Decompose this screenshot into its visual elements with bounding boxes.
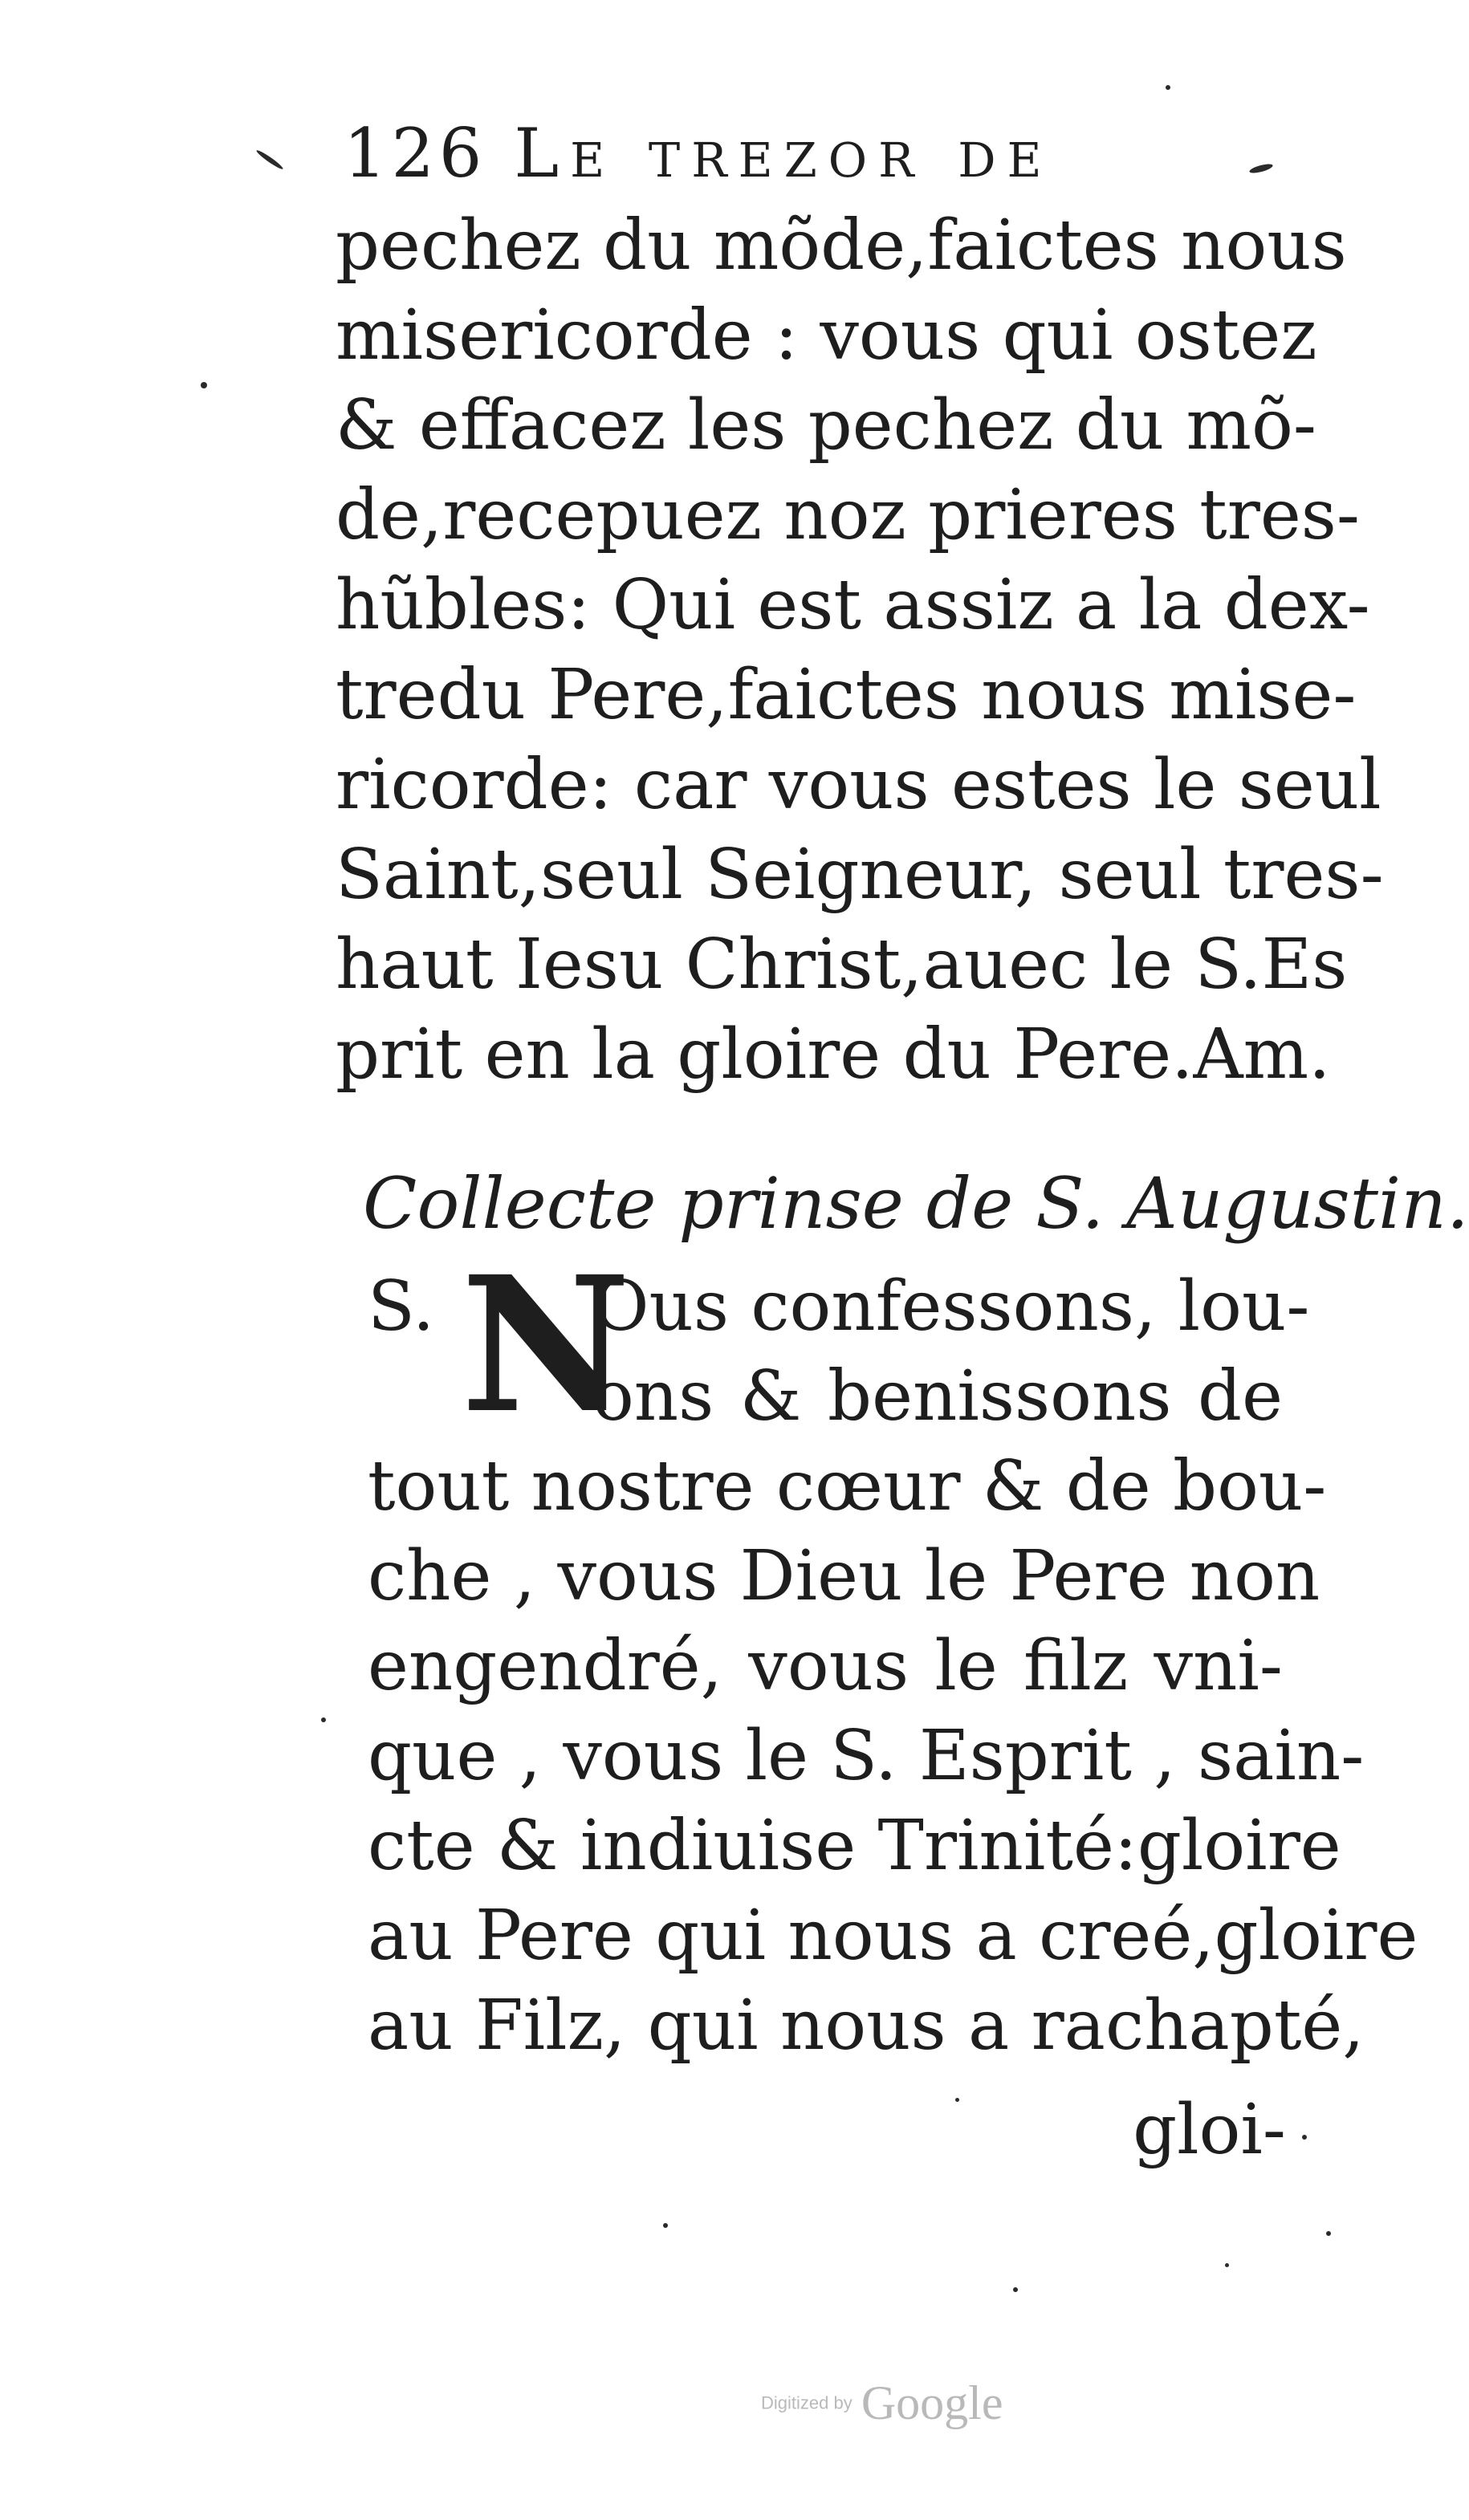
text-line: engendré, vous le filz vni- (368, 1626, 1283, 1706)
text-line: au Pere qui nous a creé,gloire (368, 1896, 1418, 1976)
text-line: au Filz, qui nous a rachapté, (368, 1986, 1365, 2066)
text-line: pechez du mõde,faictes nous (336, 205, 1347, 286)
text-line: cte & indiuise Trinité:gloire (368, 1806, 1341, 1886)
running-title: Le trezor de (514, 114, 1053, 193)
scan-speck (321, 1717, 326, 1722)
text-line: Saint,seul Seigneur, seul tres- (336, 835, 1384, 915)
body-text (336, 201, 1384, 1099)
scan-speck (1013, 2287, 1018, 2292)
text-line: che , vous Dieu le Pere non (368, 1536, 1320, 1616)
scan-speck (1166, 85, 1170, 90)
text-line: que , vous le S. Esprit , sain- (368, 1716, 1365, 1796)
text-line: & effacez les pechez du mõ- (336, 385, 1316, 465)
scan-speck (955, 2098, 959, 2102)
text-line: tredu Pere,faictes nous mise- (336, 655, 1357, 735)
text-line: misericorde : vous qui ostez (336, 295, 1317, 376)
page-number: 126 (344, 114, 487, 193)
watermark-prefix: Digitized by (761, 2392, 853, 2413)
text-line: Ous confessons, lou- (592, 1266, 1310, 1347)
drop-cap: N (461, 1235, 632, 1454)
text-line: de,recepuez noz prieres tres- (336, 475, 1360, 555)
watermark-logo: Google (861, 2376, 1003, 2429)
scan-speck (1326, 2231, 1331, 2236)
text-line: ricorde: car vous estes le seul (336, 745, 1382, 825)
scan-speck (1302, 2135, 1307, 2140)
scan-speck (201, 382, 207, 388)
catchword: gloi- (1133, 2090, 1286, 2170)
marginal-note: S. (368, 1266, 435, 1347)
text-line: hũbles: Qui est assiz a la dex- (336, 565, 1370, 645)
text-line: prit en la gloire du Pere.Am. (336, 1014, 1331, 1095)
scan-speck (1225, 2263, 1229, 2267)
scan-speck (663, 2223, 668, 2228)
section-text (368, 1262, 1418, 2071)
text-line: ons & benissons de (592, 1356, 1283, 1437)
section-heading: Collecte prinse de S. Augustin. (363, 1162, 1469, 1245)
digitization-watermark (761, 2376, 1003, 2440)
scan-speck (255, 148, 284, 171)
text-line: haut Iesu Christ,auec le S.Es (336, 925, 1348, 1005)
text-line: tout nostre cœur & de bou- (368, 1446, 1327, 1526)
running-header (344, 109, 1275, 197)
